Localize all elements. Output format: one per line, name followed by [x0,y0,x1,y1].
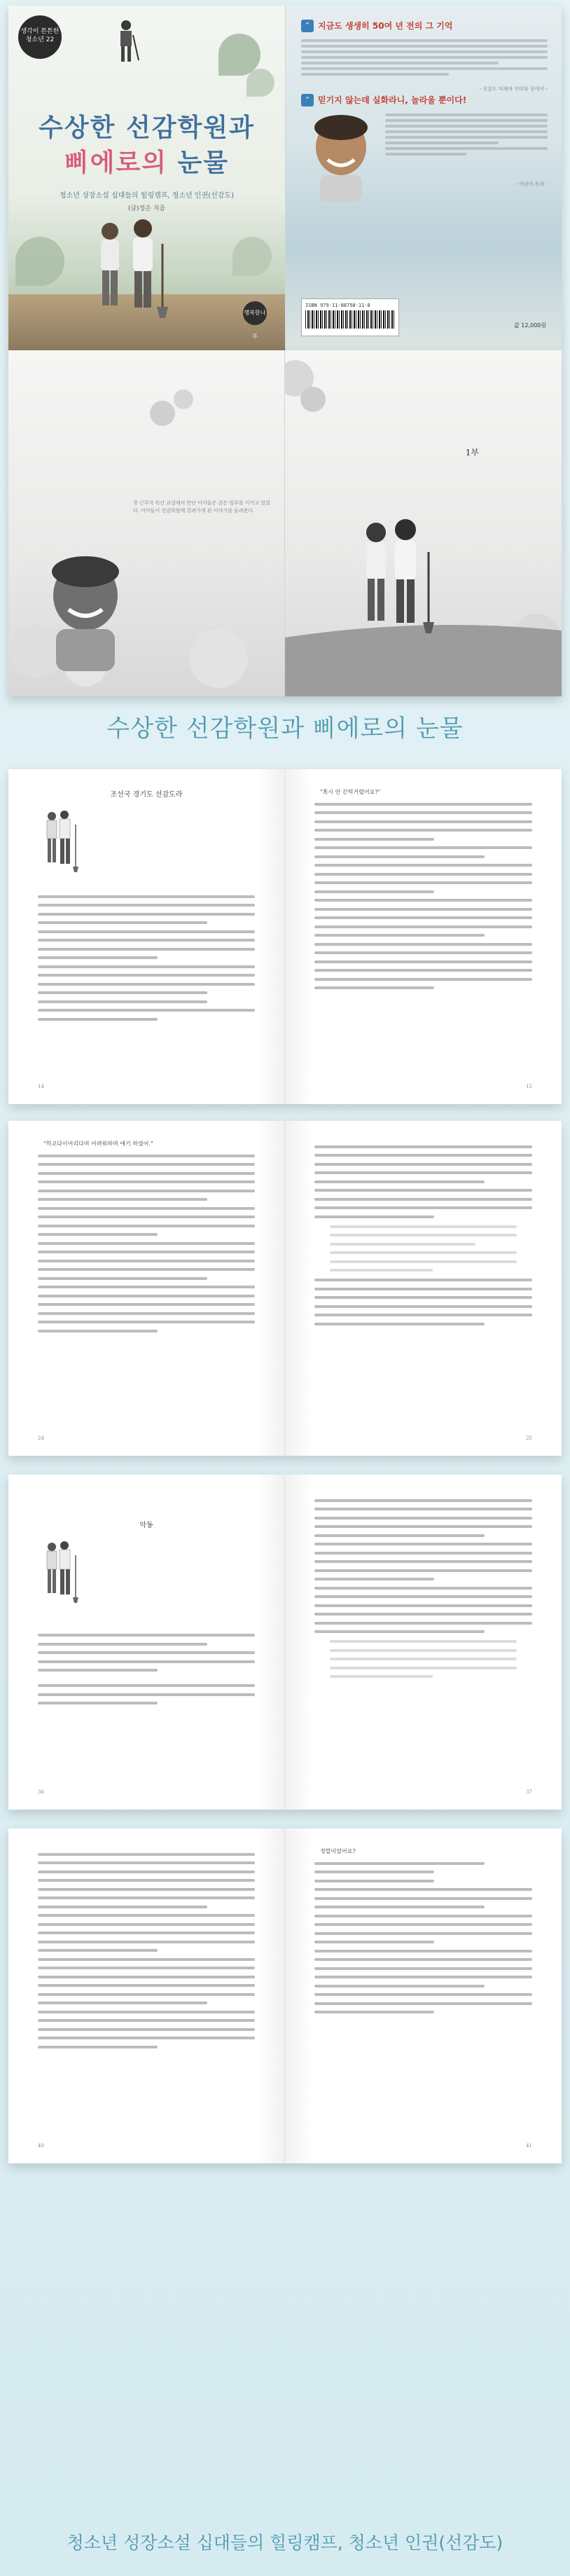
first-line: "혹시 안 끈떡거렸어요?" [320,789,381,795]
page-number: 37 [526,1789,532,1795]
text-page-right [285,1475,562,1810]
leaf-decoration [232,237,272,276]
illustration-caption: 첫 근무지 독산 교실에서 만난 아이들은 같은 일부를 지키고 있었다. 아이들이 선감학원에 끌려가게 된 이야기를 들려준다. [133,500,270,514]
title-line1-b: 선감학원과 [125,113,255,142]
quote-number-icon: “ [301,20,314,32]
smiling-boy-illustration-icon [303,111,380,202]
boys-with-shovel-icon [38,809,80,874]
chapter-title: 악동 [139,1522,153,1529]
title-line2-b: 눈물 [177,149,230,177]
back-cover [285,6,562,350]
back-quote-heading: 지금도 생생히 50여 년 전의 그 기억 [318,21,453,31]
leaf-decoration [15,237,64,286]
two-boys-illustration-icon [78,216,183,321]
series-badge: 생각이 튼튼한 청소년 22 [18,15,62,59]
boy-and-flowers-illustration-icon [8,350,285,696]
quote-number-icon: “ [301,94,314,106]
text-page-left [8,1475,285,1810]
text-page-right [285,1121,562,1456]
isbn-text: ISBN 979-11-88758-11-8 [305,303,370,308]
back-quote-source: - 선감도 피해자 인터뷰 중에서 - [479,85,548,92]
back-quote-body [385,111,548,178]
publisher-logo: 행복한나무 [243,301,267,325]
text-spread [8,1475,562,1810]
leaf-decoration [246,69,274,97]
footer-tagline: 청소년 성장소설 십대들의 힐링캠프, 청소년 인권(선감도) [67,2533,503,2553]
text-page-left [8,1828,285,2163]
title-line1-a: 수상한 [39,113,126,142]
part-label: 1부 [465,448,479,457]
text-page-left [8,769,285,1104]
page-number: 40 [38,2143,44,2149]
text-page-right [285,769,562,1104]
book-subtitle: 청소년 성장소설 십대들의 힐링캠프, 청소년 인권(선감도) [59,192,235,200]
illustration-page-right [285,350,562,696]
page-number: 15 [526,1084,532,1089]
back-quote-source: - 어린이 독자 - [515,181,548,187]
text-spread [8,1828,562,2163]
page-number: 41 [526,2143,532,2149]
boys-on-hill-illustration-icon [285,350,562,696]
title-line2-a: 삐에로의 [64,149,178,177]
back-quote-1 [301,18,548,92]
first-line: "학교다이어리다며 어려워하며 얘기 하였어." [43,1141,153,1147]
price-label: 값 12,000원 [514,322,546,329]
back-quote-body [301,36,548,83]
boys-with-shovel-icon [38,1540,80,1604]
barcode [301,298,399,336]
text-page-left [8,1121,285,1456]
text-spread [8,1121,562,1456]
barcode-bars-icon [305,310,395,329]
back-quote-heading: 믿기지 않는데 실화라니, 놀라울 뿐이다! [318,95,467,105]
book-title [8,111,285,181]
chapter-title: 조선국 경기도 선감도라 [110,791,183,799]
book-heading: 수상한 선감학원과 삐에로의 눈물 [106,715,464,743]
page-number: 36 [38,1789,44,1795]
text-page-right [285,1828,562,2163]
illustrated-spread [8,350,562,696]
page-number: 25 [526,1435,532,1441]
first-line: 정말이었어요? [320,1848,356,1854]
text-spread [8,769,562,1104]
page-number: 24 [38,1435,44,1441]
page-number: 14 [38,1084,44,1089]
clown-figure-icon [112,18,140,67]
front-cover [8,6,285,350]
illustration-page-left [8,350,285,696]
book-cover-spread [8,6,562,350]
book-author: (글)정은 지음 [127,205,166,212]
